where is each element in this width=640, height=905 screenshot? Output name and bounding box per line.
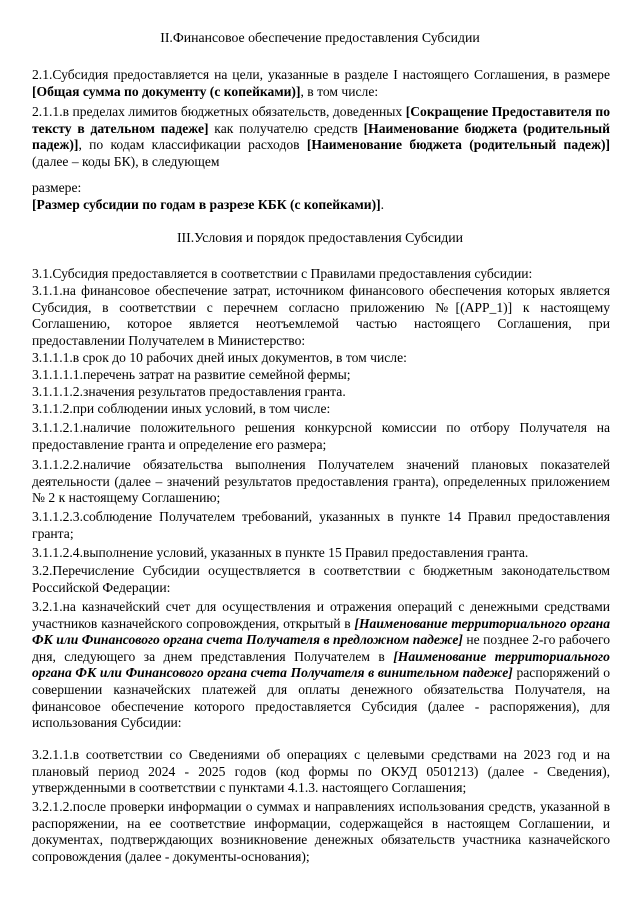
paragraph-3-2-1-2: 3.2.1.2.после проверки информации о суммах и направлениях использования средств, указанной в распоряжении, на ее соответствие информации, содержащейся в настоящем Соглашении, и документах, подтверждающих возникновение денежных обязательств участника казначейского сопровождения (далее - документы-основания); [32, 799, 610, 864]
treasury-organ-accusative-placeholder: [Наименование территориального органа ФК или Финансового органа счета Получателя в винительном падеже] [32, 648, 610, 681]
paragraph-3-2-1-text-a: 3.2.1.на казначейский счет для осуществления и отражения операций с денежными средствами участников казначейского сопровождения, открытый в [32, 599, 610, 631]
paragraph-2-1-1 [32, 104, 610, 170]
paragraph-3-2-1-text-c: распоряжений о совершении казначейских платежей для оплаты денежного обязательства Получателя, на финансовое обеспечение которого предоставляется Субсидия (далее - распоряжения), для использования Субсидии: [32, 665, 610, 731]
treasury-organ-prepositional-placeholder: [Наименование территориального органа ФК или Финансового органа счета Получателя в предложном падеже] [32, 615, 611, 648]
paragraph-2-1-1-text-a: 2.1.1.в пределах лимитов бюджетных обязательств, доведенных [32, 104, 406, 119]
paragraph-2-1-1-text-c: , по кодам классификации расходов [78, 137, 307, 153]
paragraph-3-1-1-2: 3.1.1.2.при соблюдении иных условий, в том числе: [32, 401, 331, 416]
paragraph-3-2: 3.2.Перечисление Субсидии осуществляется в соответствии с бюджетным законодательством Российской Федерации: [32, 563, 610, 595]
paragraph-2-1 [32, 67, 610, 100]
paragraph-razmer-value [32, 197, 610, 214]
paragraph-3-2-1-text-b: не позднее 2-го рабочего дня, следующего за днем представления Получателем в [32, 632, 610, 664]
paragraph-razmer-end: . [380, 197, 385, 212]
subsidy-size-placeholder: [Размер субсидии по годам в разрезе КБК (с копейками)] [32, 197, 381, 212]
paragraph-2-1-text-a: 2.1.Субсидия предоставляется на цели, указанные в разделе I настоящего Соглашения, в размере [32, 67, 610, 82]
grantor-placeholder: [Сокращение Предоставителя по тексту в дательном падеже] [32, 104, 610, 136]
paragraph-2-1-1-text-b: как получателю средств [208, 120, 364, 136]
paragraph-3-1: 3.1.Субсидия предоставляется в соответствии с Правилами предоставления субсидии: [32, 266, 533, 281]
paragraph-3-1-1: 3.1.1.на финансовое обеспечение затрат, источником финансового обеспечения которых является Субсидия, в соответствии с перечнем согласно приложению №[(APP_1)] к настоящему Соглашению, которое является неотъемлемой частью настоящего Соглашения, при предоставлении Получателем в Министерство: [32, 283, 610, 348]
budget-name-placeholder: [Наименование бюджета (родительный падеж)] [32, 120, 611, 153]
paragraph-3-1-1-2-2: 3.1.1.2.2.наличие обязательства выполнения Получателем значений плановых показателей деятельности (далее – значений результатов предоставления гранта), определенных приложением № 2 к настоящему Соглашению; [32, 457, 610, 506]
total-amount-placeholder: [Общая сумма по документу (с копейками)] [32, 83, 301, 99]
section-2-heading: II.Финансовое обеспечение предоставления Субсидии [160, 30, 480, 45]
paragraph-3-1-1-2-4: 3.1.1.2.4.выполнение условий, указанных в пункте 15 Правил предоставления гранта. [32, 545, 529, 560]
paragraph-3-1-1-2-3: 3.1.1.2.3.соблюдение Получателем требований, указанных в пункте 14 Правил предоставления гранта; [32, 509, 610, 541]
paragraph-2-1-text-b: , в том числе: [300, 83, 379, 99]
section-3-heading: III.Условия и порядок предоставления Субсидии [176, 230, 464, 245]
paragraph-3-1-1-1-2: 3.1.1.1.2.значения результатов предоставления гранта. [32, 384, 346, 399]
paragraph-3-1-1-1: 3.1.1.1.в срок до 10 рабочих дней иных документов, в том числе: [32, 350, 407, 365]
budget-name-placeholder-2: [Наименование бюджета (родительный падеж)] [306, 137, 610, 153]
paragraph-2-1-1-text-d: (далее – коды БК), в следующем [32, 153, 220, 169]
paragraph-3-2-1-1: 3.2.1.1.в соответствии со Сведениями об операциях с целевыми средствами на 2023 год и на плановый период 2024 - 2025 годов (код формы по ОКУД 0501213) (далее - Сведения), утвержденными в соответствии с пунктами 4.1.3. настоящего Соглашения; [32, 747, 610, 796]
paragraph-3-1-1-1-1: 3.1.1.1.1.перечень затрат на развитие семейной фермы; [32, 367, 351, 382]
paragraph-3-2-1 [32, 599, 610, 732]
paragraph-razmer: размере: [32, 180, 82, 195]
paragraph-3-1-1-2-1: 3.1.1.2.1.наличие положительного решения конкурсной комиссии по отбору Получателя на предоставление гранта и определение его размера; [32, 420, 610, 452]
